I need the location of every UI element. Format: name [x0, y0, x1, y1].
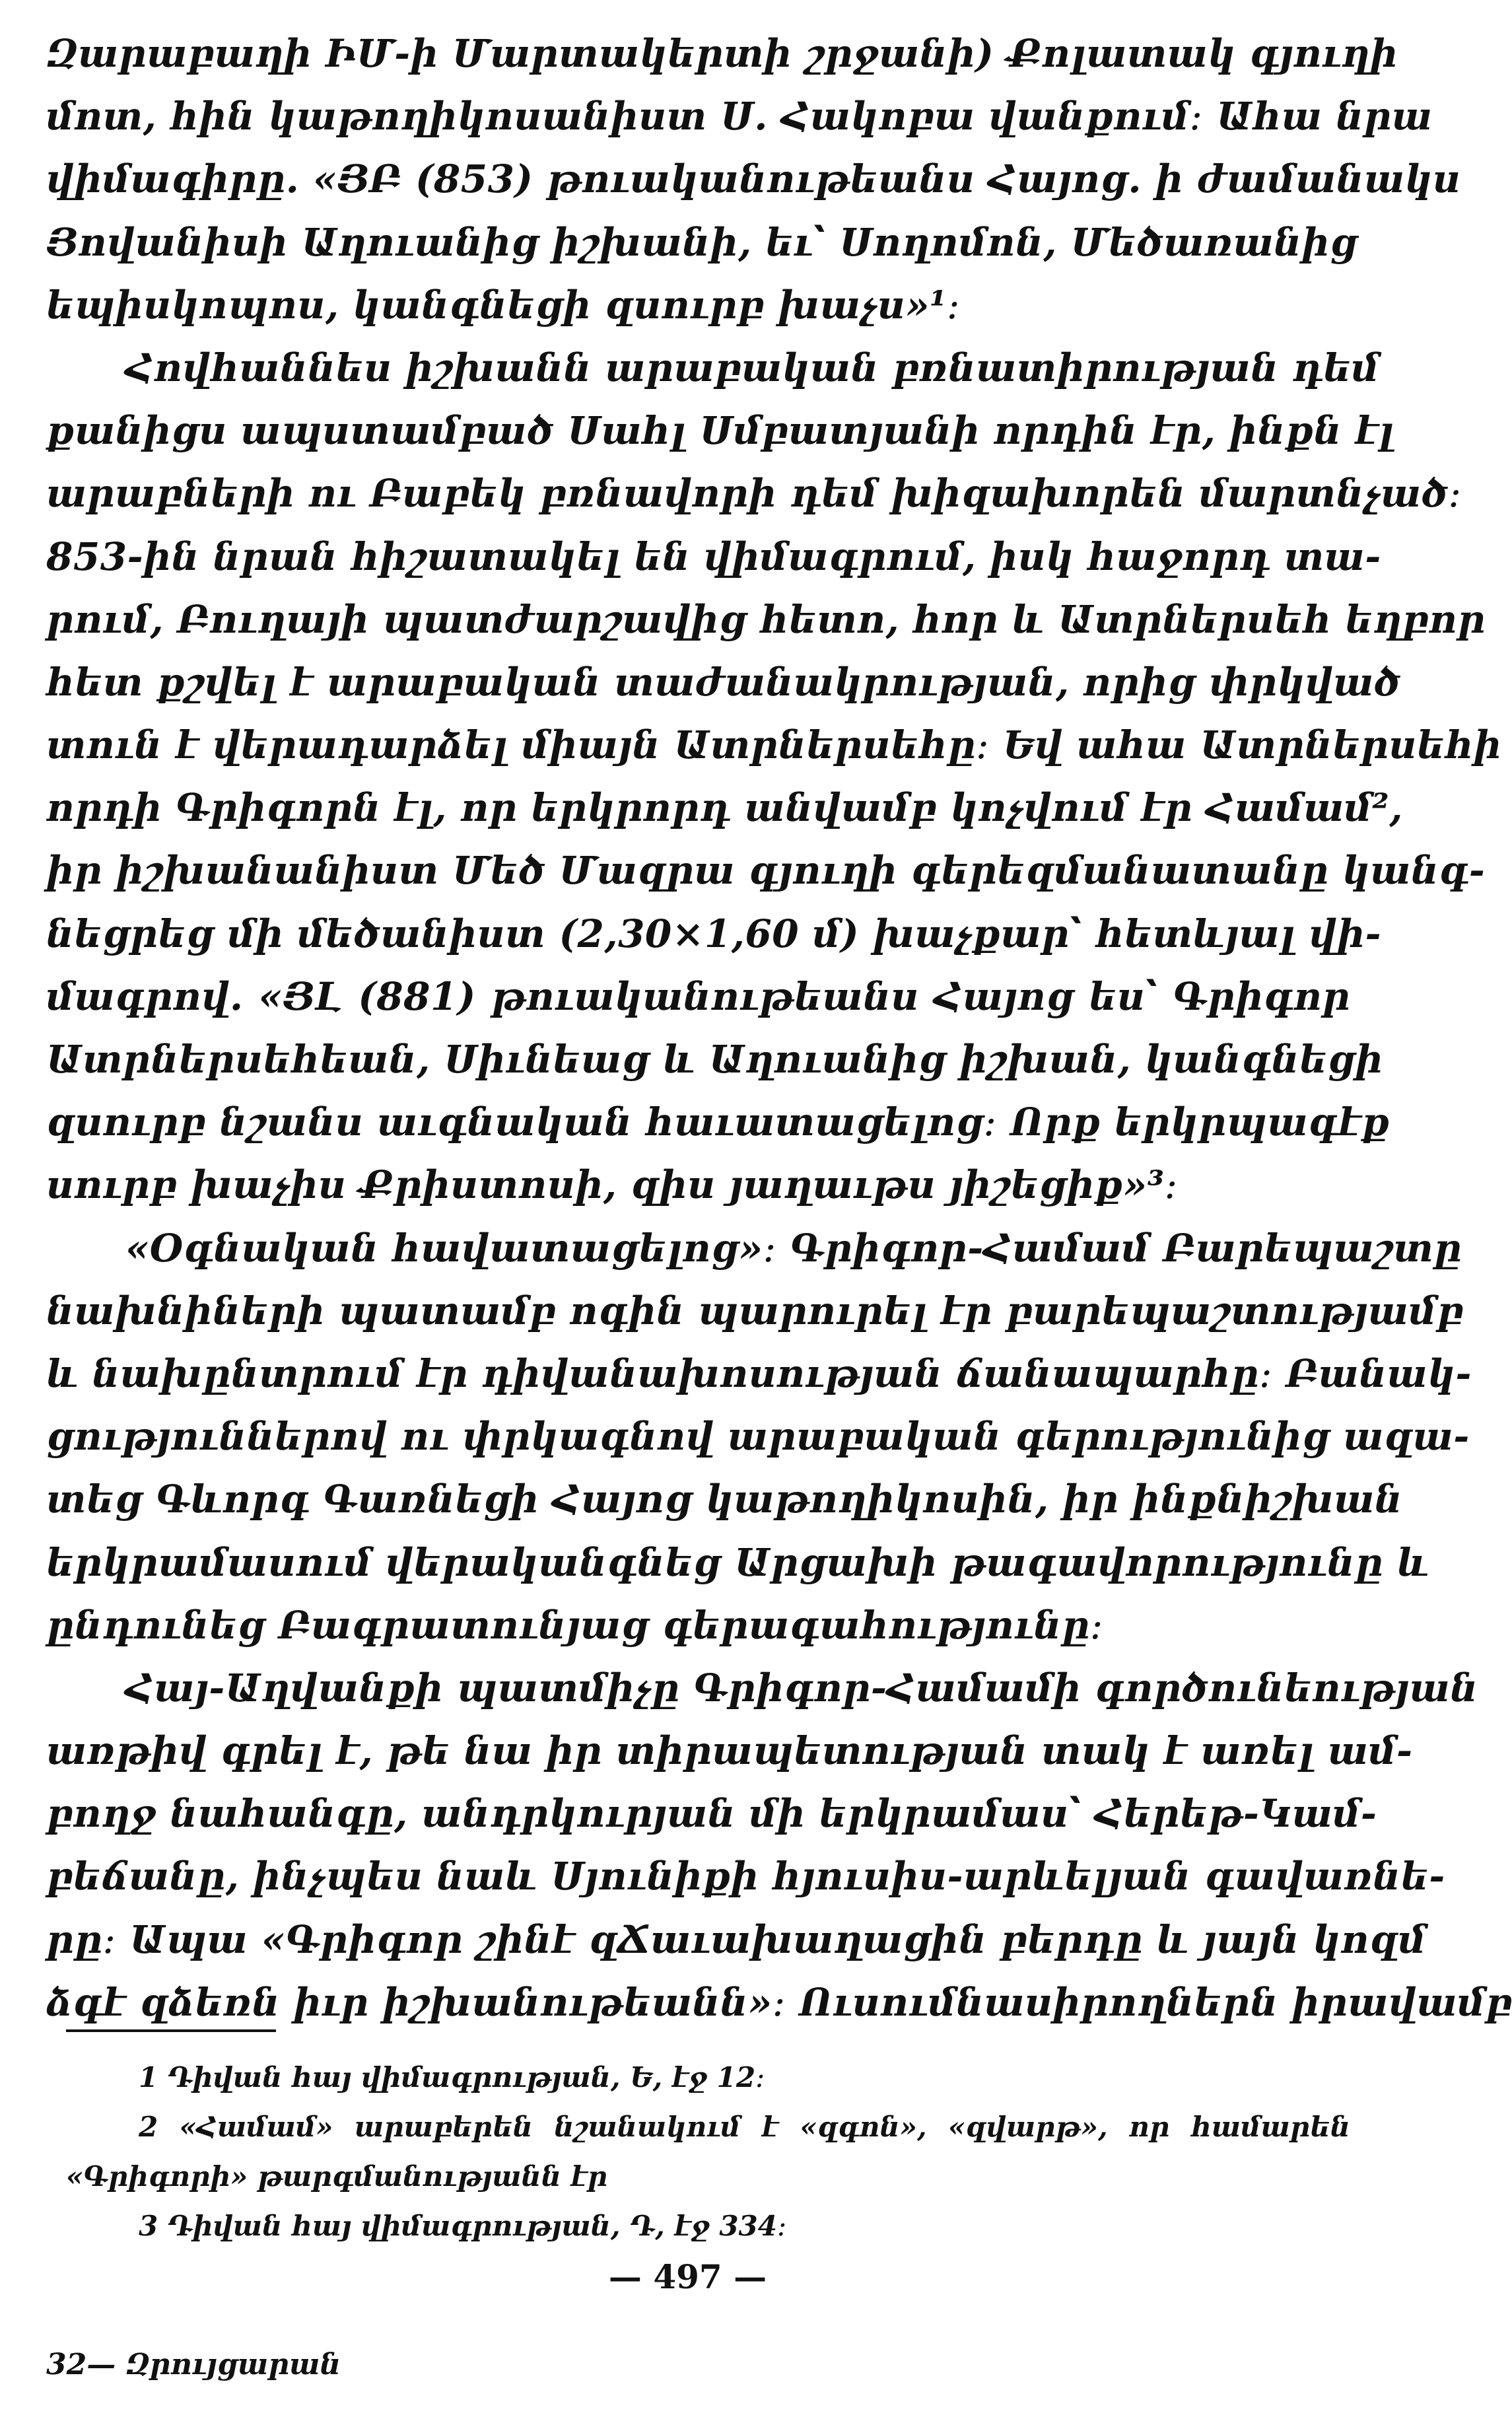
text-line: Զարաբաղի ԻՄ-ի Մարտակերտի շրջանի) Քոլատակ գյուղի: [46, 31, 1398, 76]
text-line: ցություններով ու փրկագնով արաբական գերությունից ազա-: [46, 1414, 1470, 1460]
text-line: բողջ նահանգը, անդրկուրյան մի երկրամաս՝ Հերեթ-Կամ-: [46, 1791, 1377, 1837]
footnote-2: 2 «Համամ» արաբերեն նշանակում է «զգոն», «զվարթ», որ համարեն: [139, 2111, 1350, 2143]
text-line: նեցրեց մի մեծանիստ (2,30×1,60 մ) խաչքար՝ հետևյալ վի-: [46, 911, 1382, 956]
text-line: բեճանը, ինչպես նաև Սյունիքի հյուսիս-արևելյան գավառնե-: [46, 1854, 1445, 1899]
footnote-3: 3 Դիվան հայ վիմագրության, Դ, էջ 334։: [139, 2210, 787, 2242]
paragraph-start-line: Հովհաննես իշխանն արաբական բռնատիրության դեմ: [125, 345, 1380, 390]
text-line: տուն է վերադարձել միայն Ատրներսեհը։ Եվ ահա Ատրներսեհի: [46, 722, 1502, 768]
text-line: քանիցս ապստամբած Սահլ Սմբատյանի որդին էր, ինքն էլ: [46, 408, 1394, 454]
text-line: ընդունեց Բագրատունյաց գերագահությունը։: [46, 1602, 1103, 1648]
text-line: րը։ Ապա «Գրիգոր շինէ զՃաւախաղացին բերդը և յայն կոզմ: [46, 1917, 1427, 1962]
text-line: զսուրբ նշանս աւգնական հաւատացելոց։ Որք երկրպագէք: [46, 1100, 1390, 1145]
paragraph-start-line: Հայ-Աղվանքի պատմիչը Գրիգոր-Համամի գործունեության: [125, 1665, 1478, 1710]
footnotes: [66, 2053, 1350, 2251]
text-line: եպիսկոպոս, կանգնեցի զսուրբ խաչս»¹։: [46, 282, 961, 328]
text-line: րում, Բուղայի պատժարշավից հետո, հոր և Ատրներսեհ եղբոր: [46, 596, 1486, 642]
text-line: մոտ, հին կաթողիկոսանիստ Ս. Հակոբա վանքում։ Ահա նրա: [46, 94, 1433, 139]
text-line: սուրբ խաչիս Քրիստոսի, զիս յաղաւթս յիշեցիք»³։: [46, 1162, 1178, 1208]
footnote-1: 1 Դիվան հայ վիմագրության, Ե, էջ 12։: [139, 2061, 765, 2093]
footnote-divider: [66, 2029, 276, 2032]
printer-signature-mark: 32— Զրույցարան: [46, 2348, 341, 2381]
paragraph-start-line: «Օգնական հավատացելոց»։ Գրիգոր-Համամ Բարեպաշտը: [125, 1225, 1462, 1271]
text-line: ձգէ զձեռն իւր իշխանութեանն»։ Ուսումնասիրողներն իրավամբ: [46, 1979, 1512, 2025]
text-line: վիմագիրը. «ՅԲ (853) թուականութեանս Հայոց. ի ժամանակս: [46, 157, 1461, 202]
text-line: Ատրներսեհեան, Սիւնեաց և Աղուանից իշխան, կանգնեցի: [46, 1037, 1383, 1082]
text-line: մագրով. «ՅԼ (881) թուականութեանս Հայոց ես՝ Գրիգոր: [46, 973, 1350, 1019]
text-line: իր իշխանանիստ Մեծ Մազրա գյուղի գերեզմանատանը կանգ-: [46, 848, 1486, 894]
text-line: արաբների ու Բաբեկ բռնավորի դեմ խիզախորեն մարտնչած։: [46, 471, 1462, 516]
body-text: [46, 22, 1512, 2034]
text-line: Յովանիսի Աղուանից իշխանի, եւ՝ Սողոմոն, Մեծառանից: [46, 219, 1357, 265]
text-line: տեց Գևորգ Գառնեցի Հայոց կաթողիկոսին, իր ինքնիշխան: [46, 1477, 1403, 1522]
text-line: նախնիների պատամբ ոգին պարուրել էր բարեպաշտությամբ: [46, 1288, 1464, 1333]
text-line: առթիվ գրել է, թե նա իր տիրապետության տակ է առել ամ-: [46, 1728, 1413, 1774]
text-line: որդի Գրիգորն էլ, որ երկրորդ անվամբ կոչվում էր Համամ²,: [46, 785, 1403, 831]
page-number: — 497 —: [608, 2257, 767, 2296]
text-line: երկրամասում վերականգնեց Արցախի թագավորությունը և: [46, 1539, 1429, 1585]
text-line: հետ քշվել է արաբական տաժանակրության, որից փրկված: [46, 659, 1401, 705]
text-line: 853-ին նրան հիշատակել են վիմագրում, իսկ հաջորդ տա-: [46, 534, 1381, 579]
text-line: և նախընտրում էր դիվանախոսության ճանապարհը։ Բանակ-: [46, 1351, 1472, 1396]
footnote-2-continuation: «Գրիգորի» թարգմանությանն էր: [66, 2160, 608, 2193]
